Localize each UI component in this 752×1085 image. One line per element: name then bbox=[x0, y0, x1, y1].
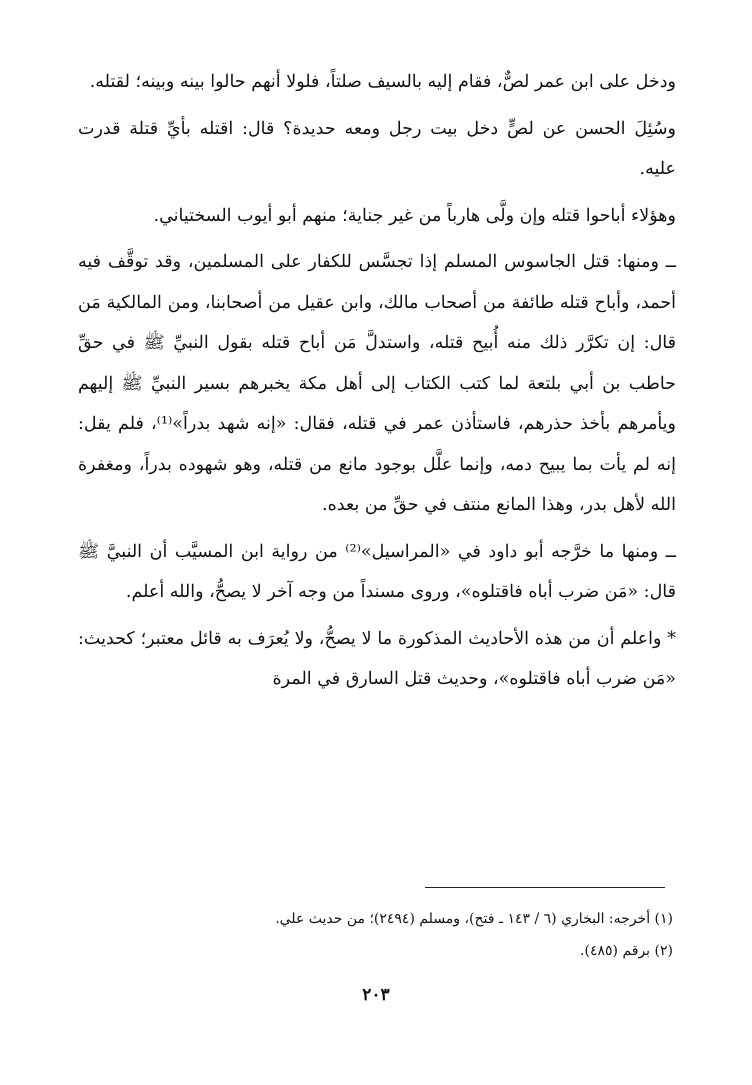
footnote-divider bbox=[425, 887, 665, 888]
paragraph-hadith-note: * واعلم أن من هذه الأحاديث المذكورة ما لا يصحُّ، ولا يُعرَف به قائل معتبر؛ كحديث: «مَن ضرب أباه فاقتلوه»، وحديث قتل السارق في المرة bbox=[78, 628, 676, 689]
footnotes bbox=[78, 903, 673, 967]
main-text bbox=[78, 62, 676, 706]
paragraph-marasil: ــ ومنها ما خرَّجه أبو داود في «المراسيل»⁽²⁾ من رواية ابن المسيَّب أن النبيَّ ﷺ قال: «مَن ضرب أباه فاقتلوه»، وروى مسنداً من وجه آخر لا يصحُّ، والله أعلم. bbox=[78, 541, 676, 602]
paragraph-hasan-question: وسُئِلَ الحسن عن لصٍّ دخل بيت رجل ومعه حديدة؟ قال: اقتله بأيِّ قتلة قدرت عليه. bbox=[78, 118, 676, 179]
paragraph-ayyub-sakhtiyani: وهؤلاء أباحوا قتله وإن ولَّى هارباً من غير جناية؛ منهم أبو أيوب السختياني. bbox=[153, 205, 676, 226]
footnote-2: (٢) برقم (٤٨٥). bbox=[580, 943, 673, 959]
footnote-1: (١) أخرجه: البخاري (٦ / ١٤٣ ـ فتح)، ومسلم (٢٤٩٤)؛ من حديث علي. bbox=[275, 911, 673, 927]
paragraph-thief-ibn-umar: ودخل على ابن عمر لصٌّ، فقام إليه بالسيف صلتاً، فلولا أنهم حالوا بينه وبينه؛ لقتله. bbox=[89, 72, 676, 92]
page-number: ٢٠٣ bbox=[362, 985, 390, 1005]
paragraph-spy: ــ ومنها: قتل الجاسوس المسلم إذا تجسَّس للكفار على المسلمين، وقد توقَّف فيه أحمد، وأباح قتله طائفة من أصحاب مالك، وابن عقيل من أصحابنا، ومن المالكية مَن قال: إن تكرَّر ذلك منه أُبيح قتله، واستدلَّ مَن أباح قتله بقول النبيِّ ﷺ في حقِّ حاطب بن أبي بلتعة لما كتب الكتاب إلى أهل مكة يخبرهم بسير النبيِّ ﷺ إليهم ويأمرهم بأخذ حذرهم، فاستأذن عمر في قتله، فقال: «إنه شهد بدراً»⁽¹⁾، فلم يقل: إنه لم يأت بما يبيح دمه، وإنما علَّل بوجود مانع من قتله، وهو شهوده بدراً، ومغفرة الله لأهل بدر، وهذا المانع منتف في حقِّ من بعده. bbox=[78, 252, 677, 515]
